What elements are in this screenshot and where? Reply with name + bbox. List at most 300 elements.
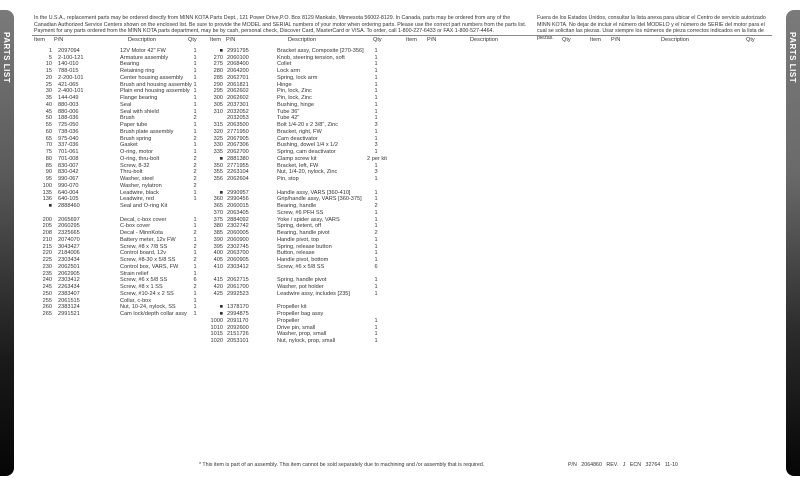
part-quantity: 2 <box>193 155 197 162</box>
part-quantity: 2 per kit <box>367 155 387 162</box>
part-item-number: 390 <box>213 236 223 243</box>
part-row <box>202 136 398 143</box>
parts-column-4 <box>590 37 770 48</box>
part-quantity: 1 <box>193 290 197 297</box>
part-description: Handle pivot, bottom <box>277 257 329 263</box>
part-quantity: 2 <box>374 203 378 209</box>
part-item-number: 75 <box>45 149 52 155</box>
row-spacer <box>202 298 398 305</box>
part-number: 2067306 <box>227 142 249 149</box>
part-item-number: 50 <box>45 115 52 122</box>
part-quantity: 1 <box>374 128 378 135</box>
part-description: Bracket assy, Composite [270-356] <box>277 47 364 54</box>
part-quantity: 1 <box>374 88 378 95</box>
part-quantity: 1 <box>193 74 197 81</box>
part-row <box>202 210 398 217</box>
header-item: Item <box>34 37 45 43</box>
header-qty: Qty <box>373 37 382 43</box>
part-row <box>202 75 398 82</box>
part-description: Handle pivot, top <box>277 236 319 243</box>
part-item-number: 255 <box>42 297 52 304</box>
part-row <box>32 217 228 224</box>
part-quantity: 2 <box>193 182 197 189</box>
part-quantity: 2 <box>193 162 197 169</box>
part-description: Bolt 1/4-20 x 2 3/8", Zinc <box>277 122 339 128</box>
column-header-row <box>590 37 770 44</box>
part-item-number: 245 <box>42 284 52 290</box>
part-row <box>202 203 398 210</box>
part-number: 701-008 <box>58 155 79 162</box>
part-quantity: 1 <box>374 250 378 257</box>
part-row <box>32 136 228 143</box>
part-description: Brush <box>120 115 135 122</box>
header-divider <box>32 35 772 36</box>
part-number: 2065697 <box>58 216 80 223</box>
part-row <box>32 55 228 62</box>
part-number: 421-065 <box>58 81 79 88</box>
part-row <box>202 250 398 257</box>
part-quantity: 1 <box>374 331 378 338</box>
part-description: Pin, lock, Zinc <box>277 95 312 101</box>
part-quantity: 2 <box>193 176 197 182</box>
part-item-number: 20 <box>45 74 52 81</box>
part-description: Grip/handle assy, VARS [360-375] <box>277 196 362 203</box>
part-description: Cam deactivator <box>277 135 318 142</box>
part-quantity: 1 <box>374 284 378 290</box>
part-number: 2888460 <box>58 203 80 209</box>
part-number: 2092600 <box>227 324 249 331</box>
part-description: Flange bearing <box>120 95 158 101</box>
part-item-number: 350 <box>213 162 223 169</box>
part-quantity: 1 <box>193 101 197 108</box>
part-number: 144-049 <box>58 95 79 101</box>
part-quantity: 1 <box>193 149 197 155</box>
part-row <box>202 237 398 244</box>
part-number: 2062700 <box>227 149 249 155</box>
part-description: Armature assembly <box>120 54 169 61</box>
part-row <box>202 264 398 271</box>
part-item-number: 90 <box>45 169 52 176</box>
part-item-number: 356 <box>213 176 223 182</box>
part-number: 738-036 <box>58 128 79 135</box>
part-item-number: 425 <box>213 290 223 297</box>
part-quantity: 2 <box>374 230 378 236</box>
part-quantity: 2 <box>193 169 197 176</box>
part-row <box>202 217 398 224</box>
header-description: Description <box>288 37 316 43</box>
part-row <box>202 176 398 183</box>
part-description: Center housing assembly <box>120 74 184 81</box>
part-item-number: 136 <box>42 196 52 203</box>
part-quantity: 2 <box>193 284 197 290</box>
part-row <box>202 142 398 149</box>
part-item-number: 100 <box>42 182 52 189</box>
part-item-number: 70 <box>45 142 52 149</box>
part-description: Yoke / spider assy, VARS <box>277 216 340 223</box>
header-qty: Qty <box>746 37 755 43</box>
part-row <box>202 163 398 170</box>
part-number: 2990957 <box>227 189 249 196</box>
part-item-number: 265 <box>42 311 52 317</box>
part-number: 2061700 <box>227 284 249 290</box>
part-number: 2061821 <box>227 81 249 88</box>
part-row <box>32 176 228 183</box>
part-description: Tube 36" <box>277 108 300 115</box>
part-number: 2063500 <box>227 122 249 128</box>
part-row <box>32 115 228 122</box>
part-quantity: 1 <box>374 209 378 216</box>
part-quantity: 1 <box>374 68 378 74</box>
part-item-number: 1 <box>48 47 52 54</box>
part-description: Pin, lock, Zinc <box>277 88 312 95</box>
part-item-number: 415 <box>213 277 223 284</box>
part-quantity: 1 <box>374 74 378 81</box>
part-description: Spring, handle pivot <box>277 277 327 284</box>
part-row <box>32 223 228 230</box>
part-number: 2151726 <box>227 331 249 338</box>
part-row <box>32 102 228 109</box>
row-spacer <box>32 210 228 217</box>
part-row <box>32 48 228 55</box>
part-item-number: 250 <box>42 290 52 297</box>
part-item-number: 280 <box>213 68 223 74</box>
part-number: 2884092 <box>227 216 249 223</box>
ordering-instructions-english: In the U.S.A., replacement parts may be ordered directly from MINN KOTA Parts Dept., 121 Power Drive,P.O. Box 8129 Mankato, Minnesota 56002-8129. In Canada, parts may be ordered from any of the Canadian Authorized Service Centers shown on the enclosed list. Be sure to provide the MODEL and SERIAL numbers of your motor when ordering parts. Please use the correct part numbers from the parts list. Payment for any parts ordered from the MINN KOTA parts department, may be by cash, personal check, Discover Card, MasterCard or VISA. To order, call 1-800-227-6433 or FAX 1-800-527-4464. <box>34 15 527 35</box>
part-description: Screw, #8-30 x 5/8 SS <box>120 257 176 263</box>
part-description: C-box cover <box>120 223 151 230</box>
part-quantity: 2 <box>193 243 197 250</box>
part-number: 2091170 <box>227 317 249 324</box>
part-item-number: 295 <box>213 88 223 95</box>
part-description: Handle assy, VARS [360-410] <box>277 189 351 196</box>
part-item-number: 355 <box>213 169 223 176</box>
part-row <box>32 203 228 210</box>
part-description: Decal, c-box cover <box>120 216 167 223</box>
part-row <box>202 244 398 251</box>
side-tab-label: PARTS LIST <box>2 32 11 84</box>
part-description: Propeller <box>277 317 300 324</box>
part-number: 830-042 <box>58 169 79 176</box>
part-description: Spring, cam deactivator <box>277 149 336 155</box>
part-description: Spring, release button <box>277 243 332 250</box>
part-row <box>202 311 398 318</box>
part-quantity: 1 <box>374 176 378 182</box>
part-description: Collar, c-box <box>120 297 152 304</box>
part-quantity: 1 <box>193 54 197 61</box>
part-number: 880-006 <box>58 108 79 115</box>
part-item-number: 80 <box>45 155 52 162</box>
header-description: Description <box>661 37 689 43</box>
part-number: 2263104 <box>227 169 249 176</box>
part-description: Decal - MinnKota <box>120 230 163 236</box>
part-number: 2771955 <box>227 162 249 169</box>
part-description: Seal with shield <box>120 108 159 115</box>
part-row <box>202 149 398 156</box>
part-number: 188-036 <box>58 115 79 122</box>
part-number: 2383407 <box>58 290 80 297</box>
assembly-bullet-icon: ■ <box>48 203 52 209</box>
part-description: Tube 42" <box>277 115 300 122</box>
part-quantity: 6 <box>374 263 378 270</box>
part-item-number: 385 <box>213 230 223 236</box>
part-number: 990-070 <box>58 182 79 189</box>
header-item: Item <box>406 37 417 43</box>
part-number: 725-050 <box>58 122 79 128</box>
part-item-number: 1015 <box>210 331 223 338</box>
part-quantity: 1 <box>374 81 378 88</box>
part-item-number: 240 <box>42 277 52 284</box>
part-item-number: 45 <box>45 108 52 115</box>
part-item-number: 300 <box>213 95 223 101</box>
parts-list-side-tab-left <box>0 10 14 476</box>
part-description: Bearing, handle <box>277 203 317 209</box>
part-row <box>32 311 228 318</box>
part-row <box>202 257 398 264</box>
part-description: Control box, VARS, FW <box>120 263 179 270</box>
part-quantity: 1 <box>374 243 378 250</box>
part-number: 2-200-101 <box>58 74 84 81</box>
part-row <box>32 298 228 305</box>
part-item-number: 208 <box>42 230 52 236</box>
part-item-number: 55 <box>45 122 52 128</box>
part-quantity: 1 <box>374 338 378 344</box>
part-number: 2067905 <box>227 135 249 142</box>
header-description: Description <box>470 37 498 43</box>
part-row <box>32 82 228 89</box>
part-quantity: 1 <box>193 250 197 257</box>
part-item-number: 135 <box>42 189 52 196</box>
part-number: 640-004 <box>58 189 79 196</box>
part-quantity: 1 <box>374 257 378 263</box>
part-description: Propeller kit <box>277 304 307 311</box>
part-number: 2061515 <box>58 297 80 304</box>
column-header-row <box>32 37 228 44</box>
part-number: 2037301 <box>227 101 249 108</box>
part-number: 2-100-121 <box>58 54 84 61</box>
part-row <box>32 75 228 82</box>
part-number: 2184006 <box>58 250 80 257</box>
part-quantity: 1 <box>374 162 378 169</box>
part-item-number: 95 <box>45 176 52 182</box>
part-description: Cam lock/depth collar assy <box>120 311 187 317</box>
part-row <box>32 271 228 278</box>
part-description: Retaining ring <box>120 68 155 74</box>
part-number: 2097094 <box>58 47 80 54</box>
part-description: Spring, detent, off <box>277 223 322 230</box>
part-number: 2303434 <box>58 257 80 263</box>
part-row <box>32 250 228 257</box>
part-row <box>32 196 228 203</box>
part-description: Washer, steel <box>120 176 154 182</box>
part-description: Nut, 10-24, nylock, SS <box>120 304 176 311</box>
part-row <box>32 169 228 176</box>
part-item-number: 1020 <box>210 338 223 344</box>
part-quantity: 1 <box>374 135 378 142</box>
part-number: 2990456 <box>227 196 249 203</box>
part-quantity: 1 <box>374 108 378 115</box>
part-description: O-ring, thru-bolt <box>120 155 160 162</box>
part-row <box>202 156 398 163</box>
part-description: Brush and housing assembly <box>120 81 192 88</box>
part-item-number: 200 <box>42 216 52 223</box>
part-quantity: 1 <box>374 149 378 155</box>
part-row <box>202 68 398 75</box>
part-item-number: 220 <box>42 250 52 257</box>
part-row <box>32 237 228 244</box>
part-quantity: 2 <box>193 230 197 236</box>
part-item-number: 235 <box>42 270 52 277</box>
part-quantity: 1 <box>374 54 378 61</box>
part-row <box>202 88 398 95</box>
part-number: 2062604 <box>227 176 249 182</box>
part-description: Gasket <box>120 142 138 149</box>
part-description: Screw, #10-24 x 2 SS <box>120 290 174 297</box>
part-number: 2-400-101 <box>58 88 84 95</box>
part-quantity: 1 <box>193 95 197 101</box>
part-description: Leadwire, red <box>120 196 154 203</box>
part-description: Thru-bolt <box>120 169 143 176</box>
part-item-number: 205 <box>42 223 52 230</box>
part-quantity: 2 <box>193 135 197 142</box>
assembly-bullet-icon: ■ <box>219 47 223 54</box>
part-description: Washer, nylatron <box>120 182 162 189</box>
part-row <box>202 331 398 338</box>
part-item-number: 60 <box>45 128 52 135</box>
part-number: 2060900 <box>227 236 249 243</box>
part-item-number: 360 <box>213 196 223 203</box>
part-item-number: 285 <box>213 74 223 81</box>
part-description: Paper tube <box>120 122 148 128</box>
ordering-instructions-spanish: Fuera de los Estados Unidos, consultar la lista anexa para ubicar el Centro de servicio autorizado MINN KOTA. No dejar de incluir el número del MODELO y el número de SERIE del motor para el cual se solicitan las piezas. Usar siempre los números de pieza correctos indicados en la lista de piezas. <box>537 15 766 41</box>
part-quantity: 1 <box>374 189 378 196</box>
part-row <box>202 169 398 176</box>
part-item-number: 215 <box>42 243 52 250</box>
part-quantity: 1 <box>374 290 378 297</box>
part-number: 2060015 <box>227 203 249 209</box>
part-number: 2063700 <box>227 250 249 257</box>
part-item-number: 335 <box>213 149 223 155</box>
part-number: 2062501 <box>58 263 80 270</box>
part-description: Washer, prop, small <box>277 331 327 338</box>
part-description: Nut, nylock, prop, small <box>277 338 336 344</box>
part-row <box>202 291 398 298</box>
part-number: 2060295 <box>58 223 80 230</box>
part-quantity: 1 <box>193 47 197 54</box>
part-number: 2325665 <box>58 230 80 236</box>
part-quantity: 1 <box>193 304 197 311</box>
header-pn: P/N <box>611 37 621 43</box>
part-item-number: 230 <box>42 263 52 270</box>
part-row <box>202 102 398 109</box>
header-pn: P/N <box>427 37 437 43</box>
part-number: 2383124 <box>58 304 80 311</box>
part-row <box>202 325 398 332</box>
part-row <box>32 156 228 163</box>
part-description: Leadwire assy, includes [235] <box>277 290 350 297</box>
header-description: Description <box>128 37 156 43</box>
part-item-number: 400 <box>213 250 223 257</box>
part-number: 640-105 <box>58 196 79 203</box>
part-number: 2992523 <box>227 290 249 297</box>
part-quantity: 1 <box>193 270 197 277</box>
header-qty: Qty <box>562 37 571 43</box>
part-item-number: 420 <box>213 284 223 290</box>
part-row <box>202 115 398 122</box>
side-tab-label: PARTS LIST <box>788 32 797 84</box>
part-description: O-ring, motor <box>120 149 153 155</box>
part-number: 2063405 <box>227 209 249 216</box>
part-quantity: 1 <box>193 122 197 128</box>
part-row <box>32 61 228 68</box>
part-quantity: 3 <box>374 142 378 149</box>
part-number: 2053101 <box>227 338 249 344</box>
part-description: Screw, #6 x 5/8 SS <box>120 277 168 284</box>
part-quantity: 1 <box>193 88 197 95</box>
part-number: 880-003 <box>58 101 79 108</box>
part-number: 2991795 <box>227 47 249 54</box>
part-item-number: 365 <box>213 203 223 209</box>
part-row <box>32 284 228 291</box>
part-quantity: 1 <box>193 61 197 68</box>
part-number: 701-061 <box>58 149 79 155</box>
parts-column-1 <box>32 37 228 318</box>
part-quantity: 6 <box>193 277 197 284</box>
part-row <box>202 284 398 291</box>
part-item-number: 410 <box>213 263 223 270</box>
part-description: Screw, #6 x 5/8 SS <box>277 263 325 270</box>
part-item-number: 395 <box>213 243 223 250</box>
part-number: 2062602 <box>227 95 249 101</box>
part-quantity: 1 <box>374 196 378 203</box>
part-quantity: 1 <box>193 81 197 88</box>
part-number: 2991521 <box>58 311 80 317</box>
part-row <box>202 129 398 136</box>
part-item-number: 315 <box>213 122 223 128</box>
parts-rows <box>202 48 398 345</box>
part-item-number: 225 <box>42 257 52 263</box>
column-header-row <box>202 37 398 44</box>
part-quantity: 1 <box>193 311 197 317</box>
part-item-number: 370 <box>213 209 223 216</box>
part-quantity: 1 <box>193 297 197 304</box>
part-description: Strain relief <box>120 270 149 277</box>
part-item-number: 320 <box>213 128 223 135</box>
part-row <box>202 196 398 203</box>
part-row <box>202 190 398 197</box>
header-item: Item <box>590 37 601 43</box>
part-item-number: 210 <box>42 236 52 243</box>
part-row <box>32 304 228 311</box>
part-row <box>32 190 228 197</box>
assembly-footnote: * This item is part of an assembly. This item cannot be sold separately due to machining and /or assembly that is required. <box>199 462 485 468</box>
part-row <box>32 109 228 116</box>
part-quantity: 1 <box>374 324 378 331</box>
part-item-number: 330 <box>213 142 223 149</box>
part-number: 2064200 <box>227 68 249 74</box>
part-description: Bushing, hinge <box>277 101 315 108</box>
part-number: 1378170 <box>227 304 249 311</box>
header-qty: Qty <box>188 37 197 43</box>
part-row <box>32 244 228 251</box>
part-description: Screw, #8 x 7/8 SS <box>120 243 168 250</box>
part-quantity: 1 <box>374 47 378 54</box>
part-row <box>32 95 228 102</box>
part-quantity: 2 <box>193 257 197 263</box>
part-row <box>202 122 398 129</box>
part-quantity: 1 <box>374 115 378 122</box>
assembly-bullet-icon: ■ <box>219 155 223 162</box>
part-number: 975-040 <box>58 135 79 142</box>
